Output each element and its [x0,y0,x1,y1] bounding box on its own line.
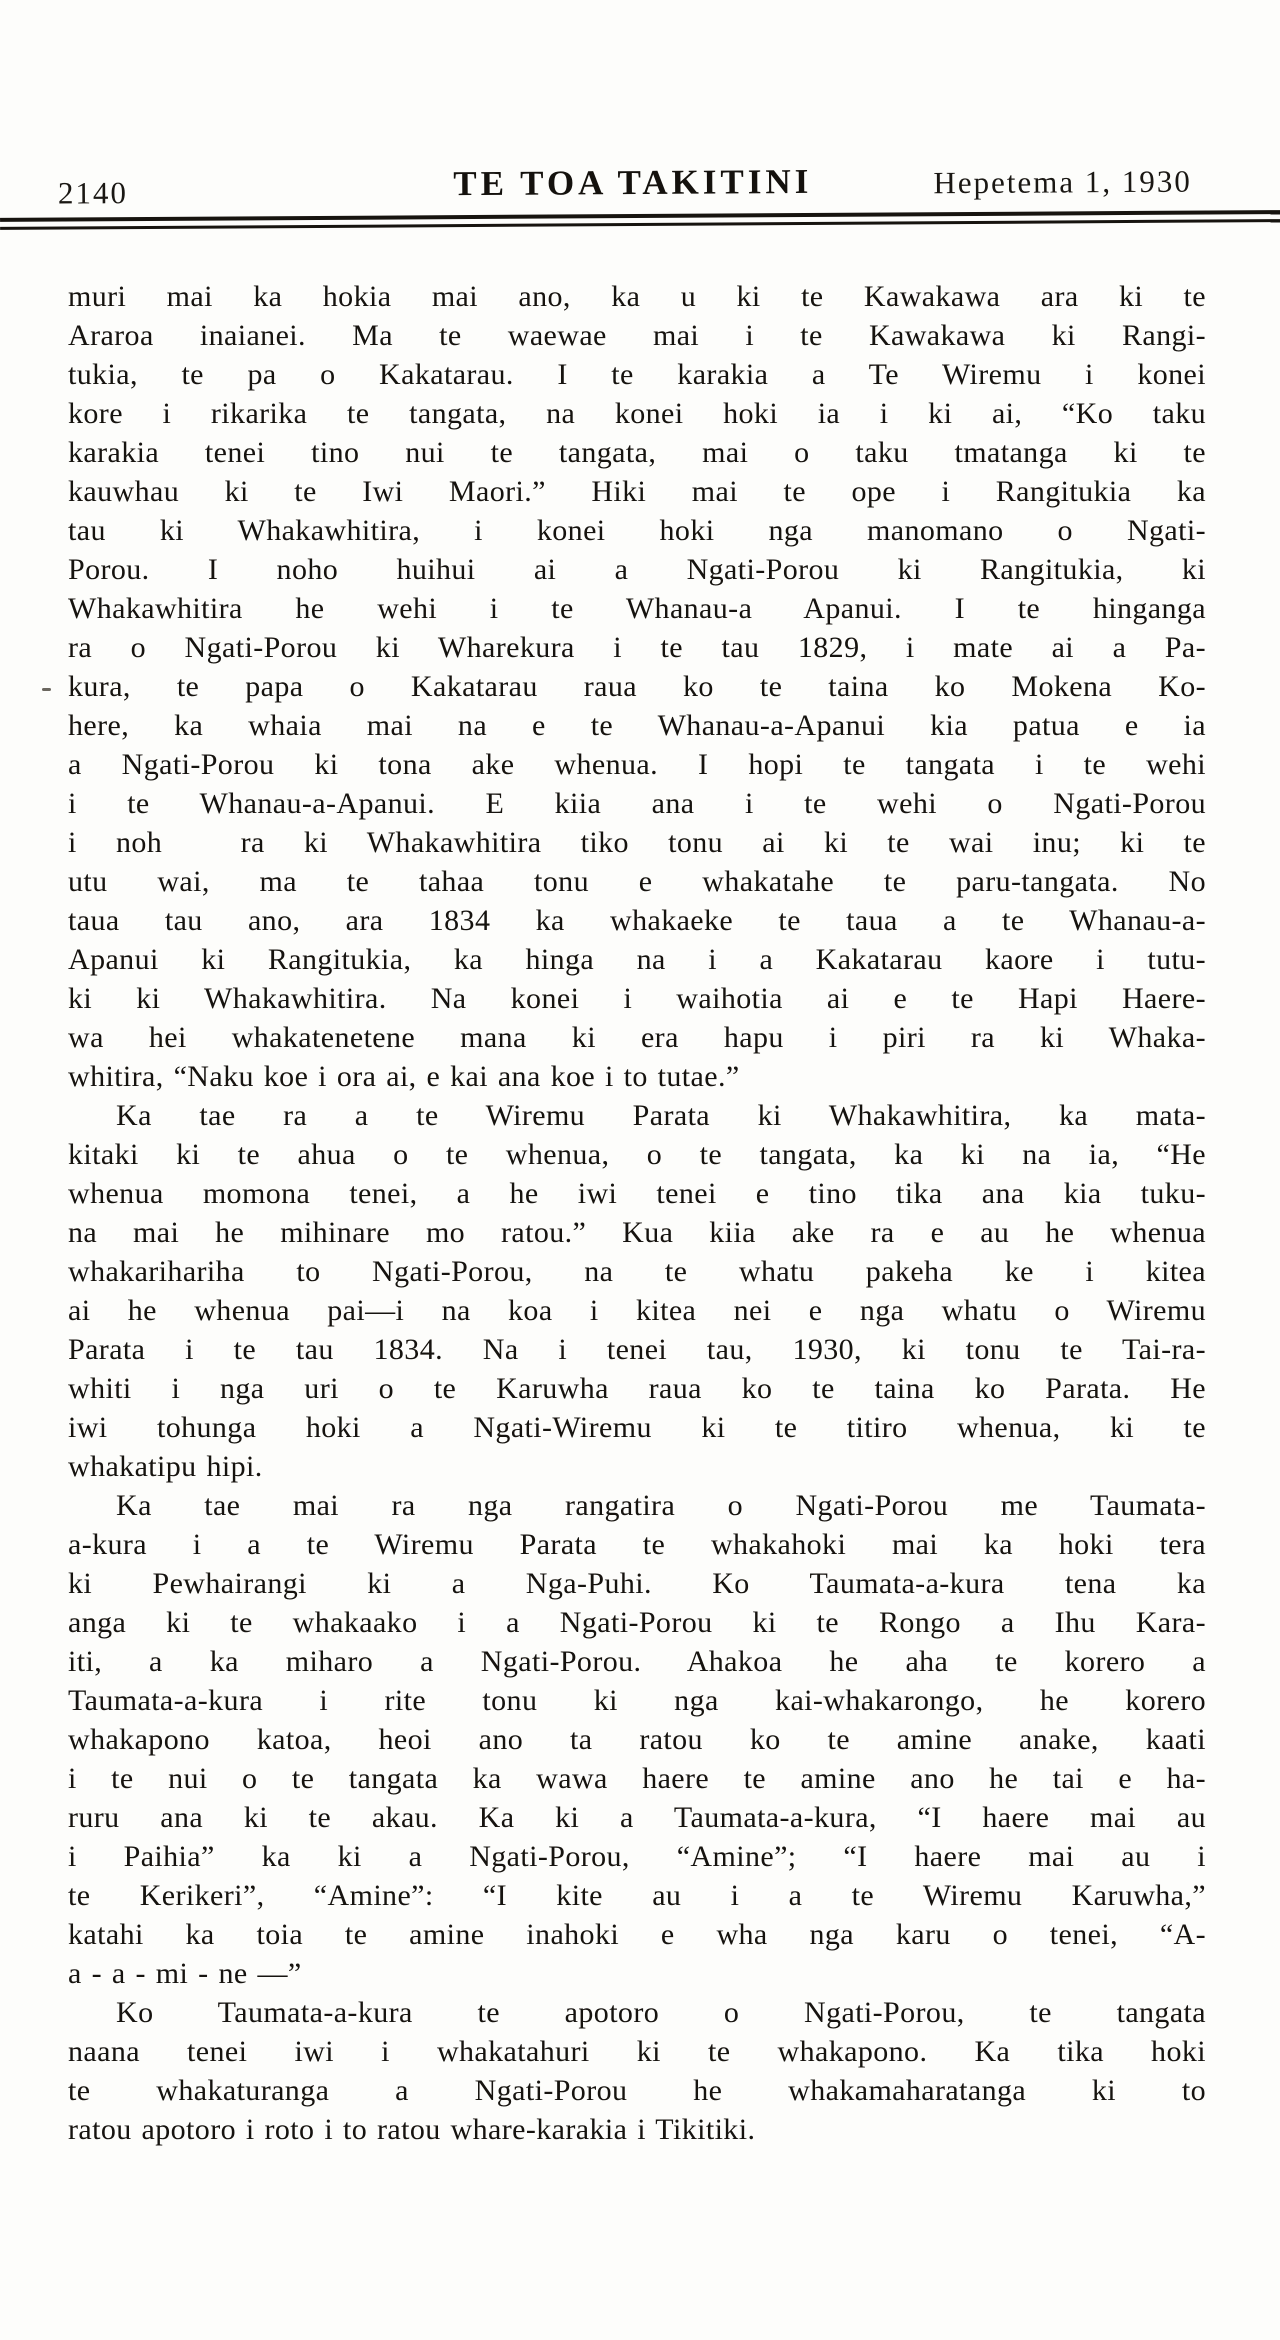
text-line: katahi ka toia te amine inahoki e wha nga karu o tenei, “A- [68,1918,1206,1951]
text-line: Ko Taumata-a-kura te apotoro o Ngati-Porou, te tangata [116,1996,1206,2029]
issue-date: Hepetema 1, 1930 [933,163,1192,201]
text-line: Ka tae mai ra nga rangatira o Ngati-Porou me Taumata- [116,1489,1206,1522]
text-line: iwi tohunga hoki a Ngati-Wiremu ki te titiro whenua, ki te [68,1411,1206,1444]
text-line: ratou apotoro i roto i to ratou whare-karakia i Tikitiki. [68,2113,756,2146]
text-line: naana tenei iwi i whakatahuri ki te whakapono. Ka tika hoki [68,2035,1206,2068]
text-line: ki ki Whakawhitira. Na konei i waihotia ai e te Hapi Haere- [68,982,1206,1015]
text-line: ki Pewhairangi ki a Nga-Puhi. Ko Taumata-a-kura tena ka [68,1567,1206,1600]
text-line: na mai he mihinare mo ratou.” Kua kiia ake ra e au he whenua [68,1216,1206,1249]
text-line: Parata i te tau 1834. Na i tenei tau, 1930, ki tonu te Tai-ra- [68,1333,1206,1366]
text-line: Apanui ki Rangitukia, ka hinga na i a Kakatarau kaore i tutu- [68,943,1206,976]
text-line: ai he whenua pai—i na koa i kitea nei e nga whatu o Wiremu [68,1294,1206,1327]
text-line: anga ki te whakaako i a Ngati-Porou ki te Rongo a Ihu Kara- [68,1606,1206,1639]
text-line: kauwhau ki te Iwi Maori.” Hiki mai te ope i Rangitukia ka [68,475,1206,508]
page-number: 2140 [57,175,128,211]
text-line: te whakaturanga a Ngati-Porou he whakamaharatanga ki to [68,2074,1206,2107]
text-line: i Paihia” ka ki a Ngati-Porou, “Amine”; “I haere mai au i [68,1840,1206,1873]
text-line: wa hei whakatenetene mana ki era hapu i piri ra ki Whaka- [68,1021,1206,1054]
text-line: here, ka whaia mai na e te Whanau-a-Apanui kia patua e ia [68,709,1206,742]
text-line: a-kura i a te Wiremu Parata te whakahoki mai ka hoki tera [68,1528,1206,1561]
text-line: tau ki Whakawhitira, i konei hoki nga manomano o Ngati- [68,514,1206,547]
text-line: iti, a ka miharo a Ngati-Porou. Ahakoa he aha te korero a [68,1645,1206,1678]
text-line: whakarihariha to Ngati-Porou, na te whatu pakeha ke i kitea [68,1255,1206,1288]
text-line: Porou. I noho huihui ai a Ngati-Porou ki Rangitukia, ki [68,553,1206,586]
text-line: Whakawhitira he wehi i te Whanau-a Apanui. I te hinganga [68,592,1206,625]
text-line: whiti i nga uri o te Karuwha raua ko te taina ko Parata. He [68,1372,1206,1405]
text-line: whitira, “Naku koe i ora ai, e kai ana koe i to tutae.” [68,1060,740,1093]
text-line: i noh ra ki Whakawhitira tiko tonu ai ki te wai inu; ki te [68,826,1206,859]
text-line: tukia, te pa o Kakatarau. I te karakia a Te Wiremu i konei [68,358,1206,391]
text-line: kitaki ki te ahua o te whenua, o te tangata, ka ki na ia, “He [68,1138,1206,1171]
text-line: ra o Ngati-Porou ki Wharekura i te tau 1829, i mate ai a Pa- [68,631,1206,664]
text-line: a Ngati-Porou ki tona ake whenua. I hopi te tangata i te wehi [68,748,1206,781]
text-line: kore i rikarika te tangata, na konei hoki ia i ki ai, “Ko taku [68,397,1206,430]
body-text [68,277,1206,2149]
text-line: utu wai, ma te tahaa tonu e whakatahe te paru-tangata. No [68,865,1206,898]
text-line: taua tau ano, ara 1834 ka whakaeke te taua a te Whanau-a- [68,904,1206,937]
text-line: muri mai ka hokia mai ano, ka u ki te Kawakawa ara ki te [68,280,1206,313]
scan-artifact-dash [42,688,51,691]
text-line: te Kerikeri”, “Amine”: “I kite au i a te Wiremu Karuwha,” [68,1879,1206,1912]
running-header [0,0,1280,244]
journal-title: TE TOA TAKITINI [453,161,813,204]
text-line: Ka tae ra a te Wiremu Parata ki Whakawhitira, ka mata- [116,1099,1206,1132]
text-line: whakapono katoa, heoi ano ta ratou ko te amine anake, kaati [68,1723,1206,1756]
text-line: Araroa inaianei. Ma te waewae mai i te Kawakawa ki Rangi- [68,319,1206,352]
text-line: i te nui o te tangata ka wawa haere te amine ano he tai e ha- [68,1762,1206,1795]
text-line: Taumata-a-kura i rite tonu ki nga kai-whakarongo, he korero [68,1684,1206,1717]
text-line: ruru ana ki te akau. Ka ki a Taumata-a-kura, “I haere mai au [68,1801,1206,1834]
text-line: a - a - mi - ne —” [68,1957,302,1990]
text-line: whakatipu hipi. [68,1450,263,1483]
header-double-rule [0,210,1280,230]
text-line: i te Whanau-a-Apanui. E kiia ana i te wehi o Ngati-Porou [68,787,1206,820]
text-line: whenua momona tenei, a he iwi tenei e tino tika ana kia tuku- [68,1177,1206,1210]
text-line: kura, te papa o Kakatarau raua ko te taina ko Mokena Ko- [68,670,1206,703]
text-line: karakia tenei tino nui te tangata, mai o taku tmatanga ki te [68,436,1206,469]
